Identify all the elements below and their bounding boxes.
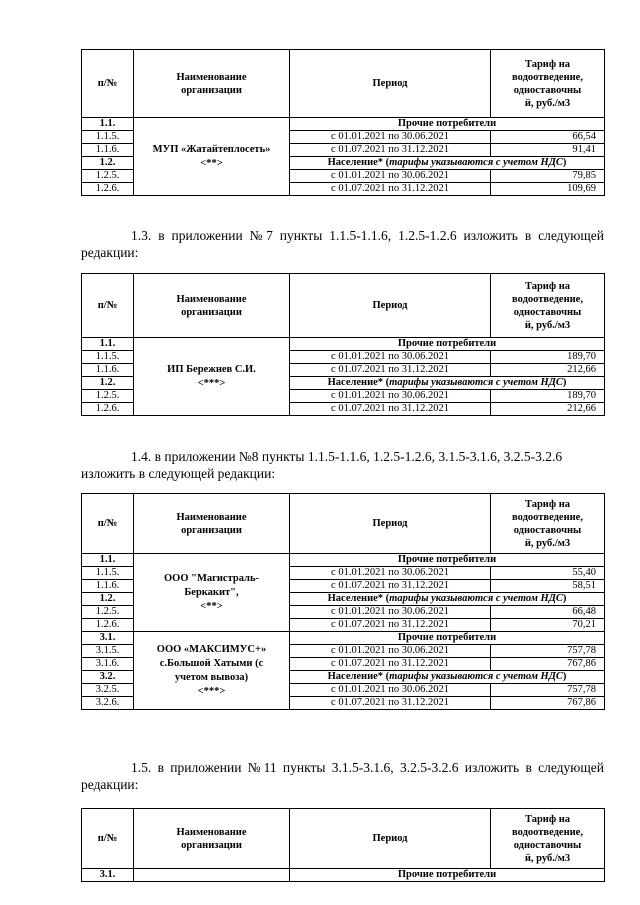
header-period: Период xyxy=(290,274,491,338)
table-row: 1.1.6. с 01.07.2021 по 31.12.2021 212,66 xyxy=(82,364,605,377)
header-num: п/№ xyxy=(82,274,134,338)
table-row: 1.1. ИП Бережнев С.И. <***> Прочие потребители xyxy=(82,338,605,351)
table-row: 3.2.5. с 01.01.2021 по 30.06.2021 757,78 xyxy=(82,684,605,697)
table-row: 3.1.6. с 01.07.2021 по 31.12.2021 767,86 xyxy=(82,658,605,671)
header-num: п/№ xyxy=(82,50,134,118)
paragraph-1-3: 1.3. в приложении №7 пункты 1.1.5-1.1.6, 1.2.5-1.2.6 изложить в следующей редакции: xyxy=(81,228,604,260)
table-row: 1.2.5. с 01.01.2021 по 30.06.2021 189,70 xyxy=(82,390,605,403)
header-org: Наименование организации xyxy=(134,494,290,554)
tariff-table-4 xyxy=(81,808,605,882)
header-period: Период xyxy=(290,809,491,869)
table-row: 1.1. МУП «Жатайтеплосеть» <**> Прочие потребители xyxy=(82,118,605,131)
table-row: 1.1.5. с 01.01.2021 по 30.06.2021 66,54 xyxy=(82,131,605,144)
header-tariff: Тариф на водоотведение, одноставочны й, руб./м3 xyxy=(491,494,605,554)
header-num: п/№ xyxy=(82,809,134,869)
table-row: 1.2. Население* (тарифы указываются с учетом НДС) xyxy=(82,157,605,170)
org-name: ООО «МАКСИМУС+» с.Большой Хатыми (с учетом вывоза) <***> xyxy=(134,632,290,710)
table-row: 3.2.6. с 01.07.2021 по 31.12.2021 767,86 xyxy=(82,697,605,710)
paragraph-1-5: 1.5. в приложении №11 пункты 3.1.5-3.1.6, 3.2.5-3.2.6 изложить в следующей редакции: xyxy=(81,760,604,792)
table-row: 1.1. ООО "Магистраль- Беркакит", <**> Прочие потребители xyxy=(82,554,605,567)
org-name: ООО "Магистраль- Беркакит", <**> xyxy=(134,554,290,632)
table-row: 3.1. Прочие потребители xyxy=(82,869,605,882)
tariff-table-1 xyxy=(81,49,605,196)
header-tariff: Тариф на водоотведение, одноставочны й, руб./м3 xyxy=(491,809,605,869)
tariff-table-2 xyxy=(81,273,605,416)
header-org: Наименование организации xyxy=(134,274,290,338)
table-row: 1.1.6. с 01.07.2021 по 31.12.2021 58,51 xyxy=(82,580,605,593)
table-row: 1.1.6. с 01.07.2021 по 31.12.2021 91,41 xyxy=(82,144,605,157)
header-tariff: Тариф на водоотведение, одноставочны й, руб./м3 xyxy=(491,274,605,338)
table-row: 3.1.5. с 01.01.2021 по 30.06.2021 757,78 xyxy=(82,645,605,658)
table-row: 1.1.5. с 01.01.2021 по 30.06.2021 55,40 xyxy=(82,567,605,580)
header-period: Период xyxy=(290,494,491,554)
table-row: 1.2. Население* (тарифы указываются с учетом НДС) xyxy=(82,593,605,606)
org-name: ИП Бережнев С.И. <***> xyxy=(134,338,290,416)
table-row: 3.2. Население* (тарифы указываются с учетом НДС) xyxy=(82,671,605,684)
table-row: 1.2.6. с 01.07.2021 по 31.12.2021 70,21 xyxy=(82,619,605,632)
header-num: п/№ xyxy=(82,494,134,554)
table-row: 1.1.5. с 01.01.2021 по 30.06.2021 189,70 xyxy=(82,351,605,364)
header-tariff: Тариф на водоотведение, одноставочны й, руб./м3 xyxy=(491,50,605,118)
table-row: 1.2.5. с 01.01.2021 по 30.06.2021 66,48 xyxy=(82,606,605,619)
org-name: МУП «Жатайтеплосеть» <**> xyxy=(134,118,290,196)
table-row: 1.2. Население* (тарифы указываются с учетом НДС) xyxy=(82,377,605,390)
table-row: 1.2.6. с 01.07.2021 по 31.12.2021 109,69 xyxy=(82,183,605,196)
header-org: Наименование организации xyxy=(134,50,290,118)
tariff-table-3 xyxy=(81,493,605,710)
table-row: 3.1. ООО «МАКСИМУС+» с.Большой Хатыми (с учетом вывоза) <***> Прочие потребители xyxy=(82,632,605,645)
table-row: 1.2.6. с 01.07.2021 по 31.12.2021 212,66 xyxy=(82,403,605,416)
header-period: Период xyxy=(290,50,491,118)
header-org: Наименование организации xyxy=(134,809,290,869)
table-row: 1.2.5. с 01.01.2021 по 30.06.2021 79,85 xyxy=(82,170,605,183)
paragraph-1-4: 1.4. в приложении №8 пункты 1.1.5-1.1.6, 1.2.5-1.2.6, 3.1.5-3.1.6, 3.2.5-3.2.6 изложить в следующей редакции: xyxy=(81,449,563,481)
